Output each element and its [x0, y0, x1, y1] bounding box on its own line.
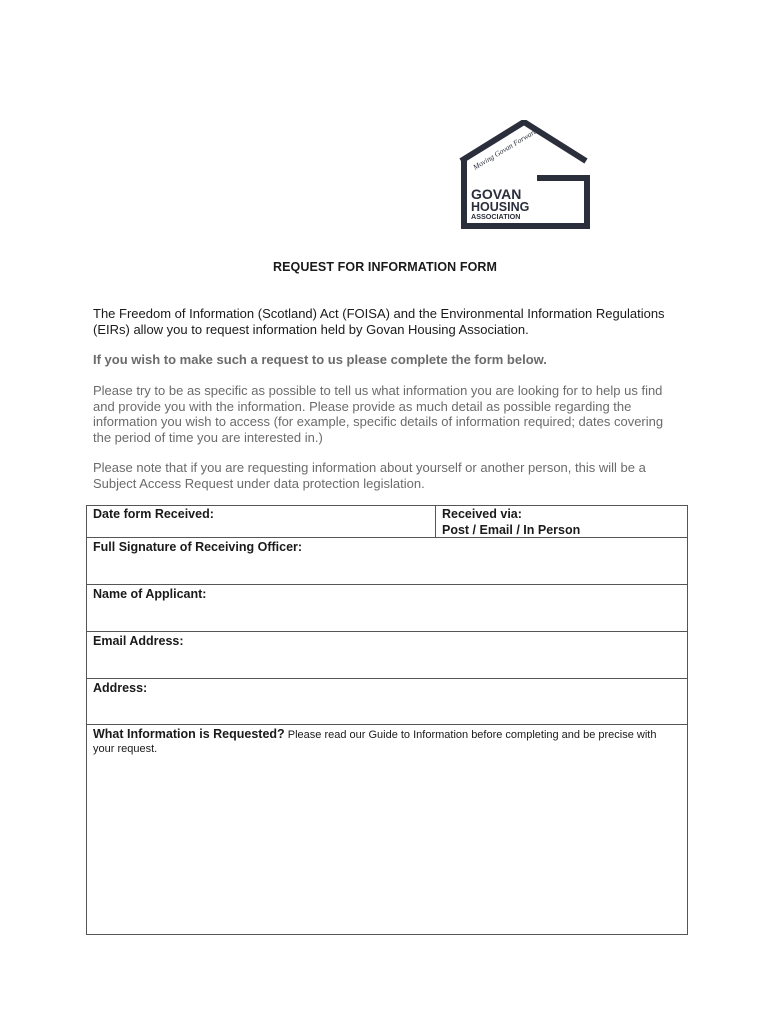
- received-via-options: Post / Email / In Person: [442, 522, 581, 537]
- form-row-signature[interactable]: [87, 538, 687, 585]
- form-row-email[interactable]: [87, 632, 687, 679]
- instruction-paragraph: If you wish to make such a request to us please complete the form below.: [93, 352, 547, 367]
- received-via-cell[interactable]: [435, 506, 687, 537]
- logo-line-association: ASSOCIATION: [471, 212, 521, 221]
- date-received-label: Date form Received:: [93, 507, 214, 521]
- applicant-name-label: Name of Applicant:: [93, 587, 207, 601]
- info-requested-label: What Information is Requested?: [93, 727, 285, 741]
- logo-tagline: Moving Govan Forward: [471, 126, 539, 172]
- signature-label: Full Signature of Receiving Officer:: [93, 540, 303, 554]
- form-row-applicant[interactable]: [87, 585, 687, 632]
- address-label: Address:: [93, 681, 148, 695]
- page-title: REQUEST FOR INFORMATION FORM: [272, 260, 498, 274]
- govan-housing-logo: [457, 120, 593, 230]
- request-form-table: [86, 505, 688, 935]
- form-row-date: [87, 506, 687, 538]
- info-requested-note: Please read our Guide to Information before completing and be precise with your request.: [93, 729, 657, 755]
- form-row-info-requested[interactable]: [87, 725, 687, 934]
- note-paragraph: Please note that if you are requesting information about yourself or another person, this will be a Subject Access Request under data protection legislation.: [93, 460, 646, 491]
- specific-paragraph: Please try to be as specific as possible to tell us what information you are looking for to help us find and provide you with the information. Please provide as much detail as possible regarding the information you wish to access (for example, specific details of information required; dates covering the period of time you are interested in.): [93, 383, 664, 445]
- info-requested-text: [93, 727, 679, 756]
- received-via-label: Received via:: [442, 507, 522, 521]
- intro-paragraph: The Freedom of Information (Scotland) Act (FOISA) and the Environmental Information Regulations (EIRs) allow you to request information held by Govan Housing Association.: [93, 306, 665, 337]
- logo-line-govan: GOVAN: [471, 186, 522, 202]
- form-row-address[interactable]: [87, 679, 687, 725]
- logo-line-housing: HOUSING: [471, 200, 530, 214]
- received-via-block: [442, 507, 580, 538]
- email-address-label: Email Address:: [93, 634, 184, 648]
